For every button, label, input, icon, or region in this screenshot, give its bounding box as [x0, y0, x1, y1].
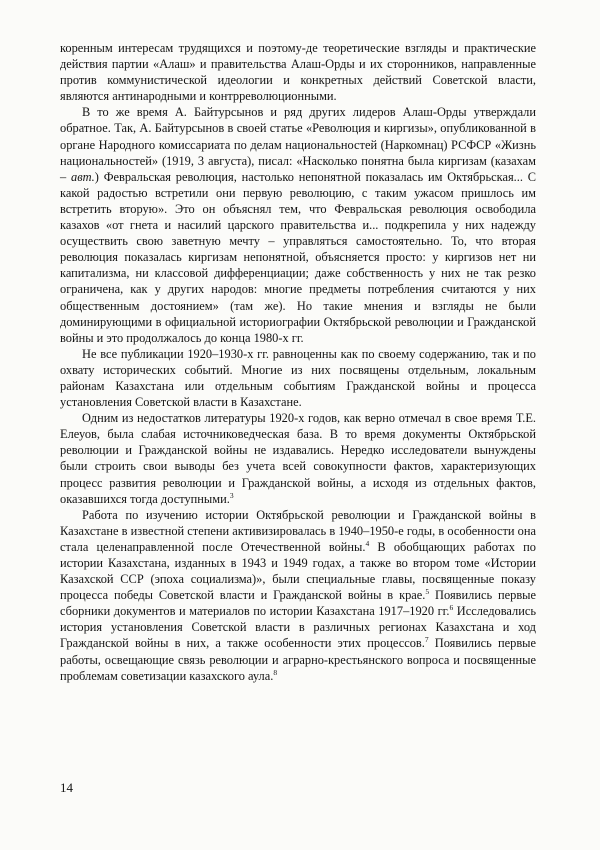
- paragraph: [60, 507, 536, 684]
- footnote-ref: 5: [425, 587, 430, 597]
- footnote-ref: 4: [365, 538, 370, 548]
- text-run: В обобщающих работах по истории Казахстана, изданных в 1943 и 1949 годах, а также во втором томе «Истории Казахской ССР (эпоха социализма)», были специальные главы, посвященные показу процесса победы Советской власти и Гражданской войны в крае.: [60, 539, 536, 603]
- footnote-ref: 3: [229, 490, 234, 500]
- page-number: 14: [60, 780, 73, 795]
- paragraph: [60, 104, 536, 345]
- text-run: Одним из недостатков литературы 1920-х годов, как верно отмечал в свое время Т.Е. Елеуов, была слабая источниковедческая база. В то время документы Октябрьской революции и Гражданской войны не издавались. Нередко исследователи вынуждены были строить свои выводы без учета всей совокупности фактов, характеризующих процесс развития революции и Гражданской войны, а исходя из отдельных фактов, оказавшихся тогда доступными.: [60, 411, 536, 506]
- footnote-ref: 8: [273, 667, 278, 677]
- text-run: ) Февральская революция, настолько непонятной показалась им Октябрьская... С какой радостью встретили они первую революцию, с таким ужасом пришлось им встретить вторую». Это он объяснял тем, что Февральская революция освободила казахов «от гнета и насилий царского правительства и... подкрепила у них надежду осуществить свою заветную мечту – управляться самостоятельно. То, что вторая революция показалась киргизам непонятной, объясняется просто: у киргизов нет ни капитализма, ни классовой дифференциации; даже собственность у них не так резко ограничена, как у других народов: многие предметы потребления считаются у них общественным достоянием» (там же). Но такие мнения и взгляды не были доминирующими в официальной историографии Октябрьской революции и Гражданской войны и это продолжалось до конца 1980-х гг.: [60, 169, 536, 345]
- text-run: В то же время А. Байтурсынов и ряд других лидеров Алаш-Орды утверждали обратное. Так, А. Байтурсынов в своей статье «Революция и киргизы», опубликованной в органе Народного комиссариата по делам национальностей (Наркомнац) РСФСР «Жизнь национальностей» (1919, 3 августа), писал: «Насколько понятна была киргизам (казахам –: [60, 105, 536, 184]
- paragraph: [60, 346, 536, 410]
- text-run: Работа по изучению истории Октябрьской революции и Гражданской войны в Казахстане в известной степени активизировалась в 1940–1950-е годы, в особенности она стала целенаправленной после Отечественной войны.: [60, 507, 536, 554]
- body-text: [60, 40, 536, 684]
- footnote-ref: 7: [424, 635, 429, 645]
- paragraph: [60, 40, 536, 104]
- footnote-ref: 6: [449, 603, 454, 613]
- text-run: Появились первые работы, освещающие связь революции и аграрно-крестьянского вопроса и посвященные проблемам советизации казахского аула.: [60, 636, 536, 683]
- italic-abbrev: авт.: [71, 169, 95, 184]
- text-run: Появились первые сборники документов и материалов по истории Казахстана 1917–1920 гг.: [60, 588, 537, 619]
- text-run: коренным интересам трудящихся и поэтому-де теоретические взгляды и практические действия партии «Алаш» и правительства Алаш-Орды и их сторонников, направленные против коммунистической идеологии и конкретных действий Советской власти, являются антинародными и контрреволюционными.: [60, 41, 536, 104]
- paragraph: [60, 410, 536, 507]
- text-run: Исследовались история установления Советской власти в различных регионах Казахстана и ход Гражданской войны в них, а также особенности этих процессов.: [60, 604, 536, 651]
- text-run: Не все публикации 1920–1930-х гг. равноценны как по своему содержанию, так и по охвату исторических событий. Многие из них посвящены отдельным, локальным районам Казахстана или отдельным событиям Гражданской войны и процесса установления Советской власти в Казахстане.: [60, 346, 536, 410]
